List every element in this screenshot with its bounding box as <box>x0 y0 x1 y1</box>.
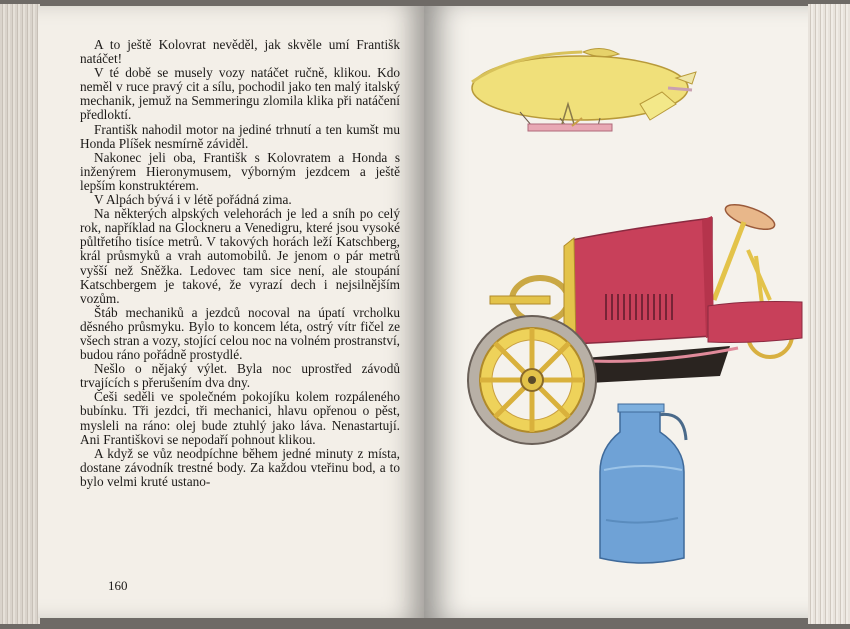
oil-can-illustration <box>600 404 686 563</box>
page-number: 160 <box>108 578 128 593</box>
paragraph: Františk nahodil motor na jediné trhnutí a ten kumšt mu Honda Plíšek nesmírně záviděl. <box>80 121 400 151</box>
paragraph: Na některých alpských velehorách je led a sníh po celý rok, například na Glockneru a Venedigru, které jsou vysoké půltřetího tisíce metrů. V takových horách leží Katschberg, král průsmyků a vrah automobilů. Je jenom o pár metrů vyšší než Sněžka. Ledovec tam sice není, ale stoupání Katschbergem je takové, že vyrazí dech i nejsilnějším vozům. <box>80 206 400 306</box>
paragraph: V Alpách bývá i v létě pořádná zima. <box>94 192 292 208</box>
airship-illustration <box>472 48 696 131</box>
paragraph: A když se vůz neodpíchne během jedné minuty z místa, dostane závodník trestné body. Za každou vteřinu bod, a to bylo velmi kruté ustano- <box>80 445 400 489</box>
paragraph: Nešlo o nějaký výlet. Byla noc uprostřed závodů trvajících s přerušením dva dny. <box>80 361 400 391</box>
paragraph: A to ještě Kolovrat nevěděl, jak skvěle umí Františk natáčet! <box>80 37 400 67</box>
paragraph: Nakonec jeli oba, Františk s Kolovratem a Honda s inženýrem Hieronymusem, výborným jezdcem a ještě lepším konstruktérem. <box>80 149 400 193</box>
paragraph: Češi seděli ve společném pokojíku kolem rozpáleného bubínku. Tři jezdci, tři mechanici, hlavu opřenou o pěst, mysleli na ráno: olej bude ztuhlý jako láva. Nenastartují. Ani Františkovi se nepodaří pohnout klikou. <box>80 389 400 447</box>
paragraph: V té době se musely vozy natáčet ručně, klikou. Kdo neměl v ruce pravý cit a sílu, pochodil jako ten malý italský mechanik, jemuž na Semmeringu zlomila klika při natáčení předloktí. <box>80 65 400 123</box>
paragraph: Štáb mechaniků a jezdců nocoval na úpatí vrcholku děsného průsmyku. Bylo to koncem léta, ostrý vítr fičel ze všech stran a vozy, stojící celou noc na volném prostranství, budou ráno pořádně prostydlé. <box>80 304 400 363</box>
